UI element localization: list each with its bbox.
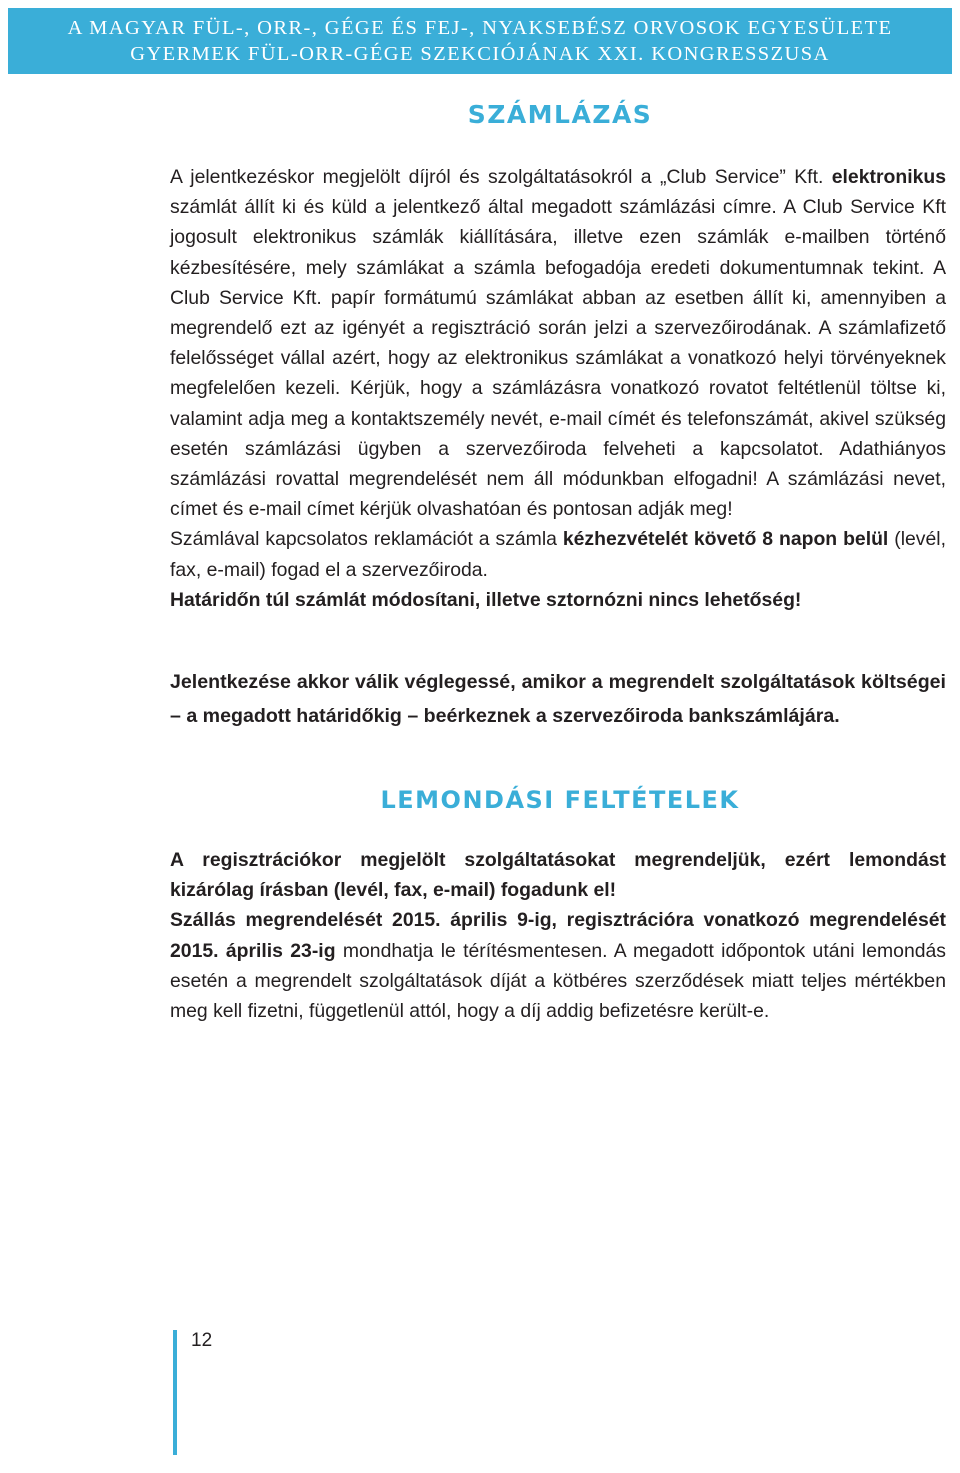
page-number: 12: [191, 1330, 213, 1351]
registration-final-paragraph: Jelentkezése akkor válik véglegessé, amikor a megrendelt szolgáltatások költségei – a megadott határidőkig – beérkeznek a szervezőiroda bankszámlájára.: [170, 671, 946, 727]
section-title-billing: SZÁMLÁZÁS: [467, 100, 653, 129]
header-banner: [8, 8, 952, 74]
footer-accent-bar: [173, 1330, 177, 1455]
billing-paragraph: [170, 162, 946, 615]
billing-text-warning: Határidőn túl számlát módosítani, illetve sztornózni nincs lehetőség!: [170, 588, 802, 611]
header-line-1: A MAGYAR FÜL-, ORR-, GÉGE ÉS FEJ-, NYAKSEBÉSZ ORVOSOK EGYESÜLETE: [67, 17, 893, 39]
cancellation-paragraph: [170, 845, 946, 1026]
header-line-2: GYERMEK FÜL-ORR-GÉGE SZEKCIÓJÁNAK XXI. KONGRESSZUSA: [130, 43, 830, 65]
billing-text-4: (levél, fax, e-mail) fogad el a szervezőiroda.: [170, 528, 946, 581]
billing-text-electronic: elektronikus: [831, 166, 946, 188]
cancellation-text-1: A regisztrációkor megjelölt szolgáltatásokat megrendeljük, ezért lemondást kizárólag írásban (levél, fax, e-mail) fogadunk el!: [170, 849, 946, 902]
billing-text-1: A jelentkezéskor megjelölt díjról és szolgáltatásokról a „Club Service” Kft.: [170, 166, 832, 188]
billing-text-deadline: kézhezvételét követő 8 napon belül: [562, 528, 889, 551]
section-title-cancellation: LEMONDÁSI FELTÉTELEK: [380, 786, 740, 814]
cancellation-text-dates: Szállás megrendelését 2015. április 9-ig, regisztrációra vonatkozó megrendelését 2015. április 23-ig: [170, 909, 946, 962]
billing-text-3: Számlával kapcsolatos reklamációt a számla: [170, 528, 563, 551]
billing-text-2: számlát állít ki és küld a jelentkező által megadott számlázási címre. A Club Service Kft jogosult elektronikus számlák kiállítására, illetve ezen számlák e-mailben történő kézbesítésére, mely számlákat a számla befogadója eredeti dokumentumnak tekint. A Club Service Kft. papír formátumú számlákat abban az esetben állít ki, amennyiben a megrendelő ezt az igényét a regisztráció során jelzi a szervezőirodának. A számlafizető felelősséget vállal azért, hogy az elektronikus számlákat a vonatkozó helyi törvényeknek megfelelően kezeli. Kérjük, hogy a számlázásra vonatkozó rovatot feltétlenül töltse ki, valamint adja meg a kontaktszemély nevét, e-mail címét és telefonszámát, akivel szükség esetén számlázási ügyben a szervezőiroda felveheti a kapcsolatot. Adathiányos számlázási rovattal megrendelését nem áll módunkban elfogadni! A számlázási nevet, címet és e-mail címet kérjük olvashatóan és pontosan adják meg!: [170, 196, 946, 521]
cancellation-text-2: mondhatja le térítésmentesen. A megadott időpontok utáni lemondás esetén a megrendelt szolgáltatások díját a kötbéres szerződések miatt teljes mértékben meg kell fizetni, függetlenül attól, hogy a díj addig befizetésre került-e.: [170, 939, 947, 1023]
